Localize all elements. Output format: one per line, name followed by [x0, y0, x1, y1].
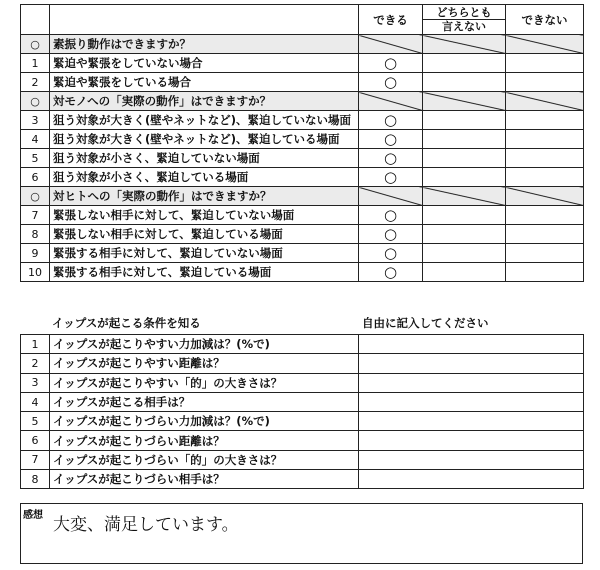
row-question: 緊張する相手に対して、緊迫していない場面	[50, 244, 359, 263]
condition-row	[21, 450, 584, 469]
condition-row	[21, 412, 584, 431]
condition-row	[21, 335, 584, 354]
row-number: 1	[21, 54, 50, 73]
crossed-cell-cannot	[506, 35, 584, 54]
answer-cannot-cell[interactable]	[506, 73, 584, 92]
ability-table	[20, 4, 584, 282]
crossed-cell-neither	[423, 187, 506, 206]
row-question: イップスが起こりづらい相手は？	[50, 470, 359, 489]
crossed-cell-can	[359, 92, 423, 111]
header-neither	[423, 5, 506, 35]
row-number: 6	[21, 168, 50, 187]
answer-cannot-cell[interactable]	[506, 244, 584, 263]
answer-neither-cell[interactable]	[423, 149, 506, 168]
row-number: 7	[21, 206, 50, 225]
answer-can-cell[interactable]: ○	[359, 225, 423, 244]
question-row	[21, 111, 584, 130]
row-question: 緊張しない相手に対して、緊迫している場面	[50, 225, 359, 244]
answer-neither-cell[interactable]	[423, 54, 506, 73]
answer-can-cell[interactable]: ○	[359, 263, 423, 282]
row-number: 5	[21, 149, 50, 168]
section-row	[21, 187, 584, 206]
row-number: 8	[21, 470, 50, 489]
row-question: イップスが起こる相手は？	[50, 392, 359, 411]
crossed-cell-can	[359, 35, 423, 54]
crossed-cell-neither	[423, 92, 506, 111]
answer-cannot-cell[interactable]	[506, 168, 584, 187]
conditions-title: イップスが起こる条件を知る	[52, 316, 201, 330]
free-entry-cell[interactable]	[359, 450, 584, 469]
answer-neither-cell[interactable]	[423, 130, 506, 149]
header-neither-line1: どちらとも	[423, 6, 505, 20]
question-row	[21, 244, 584, 263]
row-question: 狙う対象が大きく(壁やネットなど)、緊迫している場面	[50, 130, 359, 149]
row-question: イップスが起こりづらい距離は？	[50, 431, 359, 450]
crossed-cell-cannot	[506, 92, 584, 111]
question-row	[21, 263, 584, 282]
row-question: 緊迫や緊張をしている場合	[50, 73, 359, 92]
answer-cannot-cell[interactable]	[506, 130, 584, 149]
conditions-table	[20, 334, 584, 489]
row-number: 3	[21, 373, 50, 392]
answer-neither-cell[interactable]	[423, 263, 506, 282]
condition-row	[21, 354, 584, 373]
comment-label: 感想	[23, 510, 43, 521]
row-number: ○	[21, 187, 50, 206]
row-number: 2	[21, 354, 50, 373]
header-num	[21, 5, 50, 35]
free-entry-cell[interactable]	[359, 373, 584, 392]
row-question: 緊張しない相手に対して、緊迫していない場面	[50, 206, 359, 225]
question-row	[21, 73, 584, 92]
answer-neither-cell[interactable]	[423, 225, 506, 244]
row-question: 緊迫や緊張をしていない場合	[50, 54, 359, 73]
question-row	[21, 149, 584, 168]
row-number: 6	[21, 431, 50, 450]
row-question: イップスが起こりづらい力加減は？(%で)	[50, 412, 359, 431]
answer-cannot-cell[interactable]	[506, 263, 584, 282]
question-row	[21, 168, 584, 187]
comment-box[interactable]	[20, 503, 583, 564]
crossed-cell-neither	[423, 35, 506, 54]
free-entry-cell[interactable]	[359, 354, 584, 373]
row-question: イップスが起こりづらい「的」の大きさは？	[50, 450, 359, 469]
question-row	[21, 54, 584, 73]
condition-row	[21, 470, 584, 489]
question-row	[21, 225, 584, 244]
row-question: イップスが起こりやすい距離は？	[50, 354, 359, 373]
crossed-cell-cannot	[506, 187, 584, 206]
row-question: イップスが起こりやすい力加減は？(%で)	[50, 335, 359, 354]
answer-can-cell[interactable]: ○	[359, 130, 423, 149]
row-number: 1	[21, 335, 50, 354]
row-number: ○	[21, 35, 50, 54]
answer-can-cell[interactable]: ○	[359, 54, 423, 73]
row-number: 2	[21, 73, 50, 92]
row-number: 4	[21, 392, 50, 411]
row-number: 10	[21, 263, 50, 282]
comment-text: 大変、満足しています。	[53, 515, 239, 535]
row-number: 9	[21, 244, 50, 263]
row-question: 狙う対象が小さく、緊迫していない場面	[50, 149, 359, 168]
condition-row	[21, 392, 584, 411]
free-entry-title: 自由に記入してください	[362, 316, 489, 330]
row-question: 緊張する相手に対して、緊迫している場面	[50, 263, 359, 282]
row-number: 4	[21, 130, 50, 149]
answer-can-cell[interactable]: ○	[359, 111, 423, 130]
row-question: イップスが起こりやすい「的」の大きさは？	[50, 373, 359, 392]
row-question: 狙う対象が小さく、緊迫している場面	[50, 168, 359, 187]
condition-row	[21, 431, 584, 450]
answer-can-cell[interactable]: ○	[359, 206, 423, 225]
section-row	[21, 92, 584, 111]
answer-neither-cell[interactable]	[423, 73, 506, 92]
answer-can-cell[interactable]: ○	[359, 149, 423, 168]
header-question	[50, 5, 359, 35]
answer-neither-cell[interactable]	[423, 111, 506, 130]
ability-table-header	[21, 5, 584, 35]
row-question: 狙う対象が大きく(壁やネットなど)、緊迫していない場面	[50, 111, 359, 130]
row-number: 3	[21, 111, 50, 130]
free-entry-cell[interactable]	[359, 470, 584, 489]
answer-cannot-cell[interactable]	[506, 54, 584, 73]
crossed-cell-can	[359, 187, 423, 206]
answer-neither-cell[interactable]	[423, 168, 506, 187]
header-can: できる	[359, 5, 423, 35]
answer-can-cell[interactable]: ○	[359, 168, 423, 187]
question-row	[21, 206, 584, 225]
answer-cannot-cell[interactable]	[506, 206, 584, 225]
header-cannot: できない	[506, 5, 584, 35]
row-question: 素振り動作はできますか？	[50, 35, 359, 54]
header-neither-line2: 言えない	[442, 20, 486, 33]
free-entry-cell[interactable]	[359, 392, 584, 411]
row-number: 5	[21, 412, 50, 431]
answer-neither-cell[interactable]	[423, 244, 506, 263]
question-row	[21, 130, 584, 149]
answer-can-cell[interactable]: ○	[359, 244, 423, 263]
row-question: 対モノへの「実際の動作」はできますか？	[50, 92, 359, 111]
answer-can-cell[interactable]: ○	[359, 73, 423, 92]
free-entry-cell[interactable]	[359, 431, 584, 450]
row-number: 7	[21, 450, 50, 469]
section-row	[21, 35, 584, 54]
row-number: 8	[21, 225, 50, 244]
row-question: 対ヒトへの「実際の動作」はできますか？	[50, 187, 359, 206]
answer-neither-cell[interactable]	[423, 206, 506, 225]
condition-row	[21, 373, 584, 392]
answer-cannot-cell[interactable]	[506, 111, 584, 130]
free-entry-cell[interactable]	[359, 412, 584, 431]
answer-cannot-cell[interactable]	[506, 149, 584, 168]
answer-cannot-cell[interactable]	[506, 225, 584, 244]
free-entry-cell[interactable]	[359, 335, 584, 354]
row-number: ○	[21, 92, 50, 111]
